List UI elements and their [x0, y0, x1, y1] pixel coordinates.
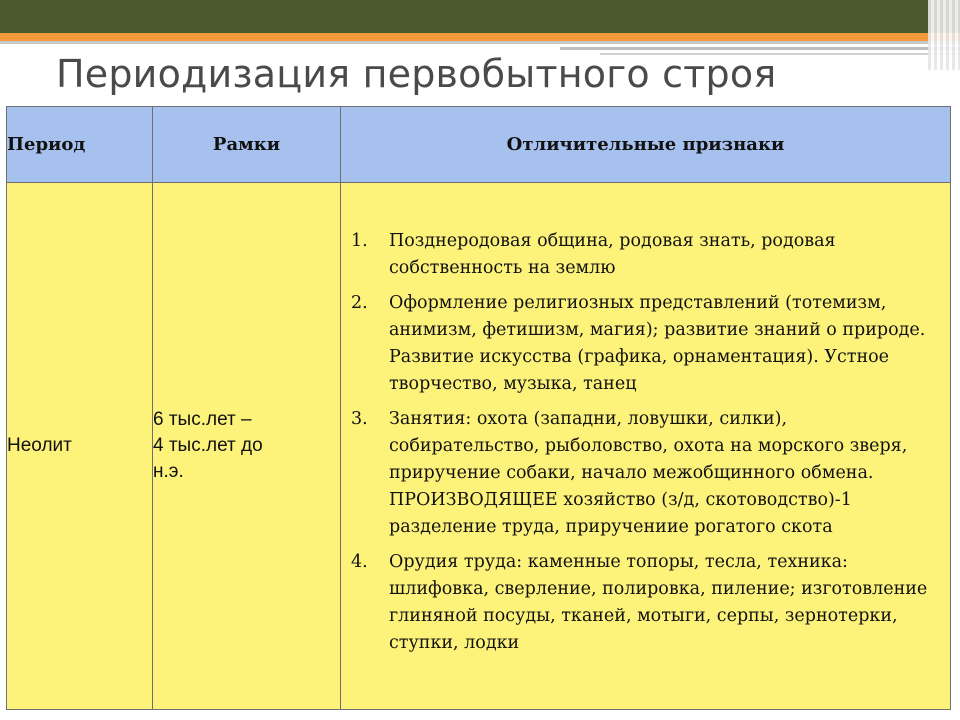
divider-line [560, 47, 960, 50]
corner-decoration [928, 0, 960, 70]
table-header-row [7, 107, 951, 183]
cell-period [7, 183, 153, 710]
list-number: 3. [351, 408, 368, 429]
list-number: 1. [351, 230, 368, 251]
frames-line: н.э. [153, 461, 184, 482]
list-number: 4. [351, 551, 368, 572]
list-text: Оформление религиозных представлений (тотемизм, анимизм, фетишизм, магия); развитие знаний о природе. Развитие искусства (графика, орнаментация). Устное творчество, музыка, танец [389, 292, 926, 394]
frames-line: 6 тыс.лет – [153, 409, 252, 430]
list-item [349, 549, 940, 657]
top-decor-band [0, 0, 960, 33]
frames-line: 4 тыс.лет до [153, 435, 263, 456]
list-text: Орудия труда: каменные топоры, тесла, техника: шлифовка, сверление, полировка, пиление; изготовление глиняной посуды, тканей, мотыги, серпы, зернотерки, ступки, лодки [389, 551, 928, 653]
period-value: Неолит [7, 435, 72, 456]
list-number: 2. [351, 292, 368, 313]
list-item [349, 228, 940, 282]
accent-line [0, 33, 960, 41]
periodization-table [6, 106, 951, 710]
divider-line [0, 41, 960, 44]
list-text: Позднеродовая община, родовая знать, родовая собственность на землю [389, 230, 836, 278]
header-features: Отличительные признаки [341, 107, 951, 183]
list-item [349, 406, 940, 541]
list-item [349, 290, 940, 398]
header-frames: Рамки [153, 107, 341, 183]
cell-features [341, 183, 951, 710]
features-list [341, 228, 950, 657]
list-text: Занятия: охота (западни, ловушки, силки), собирательство, рыболовство, охота на морского зверя, приручение собаки, начало межобщинного обмена. ПРОИЗВОДЯЩЕЕ хозяйство (з/д, скотоводство)-1 разделение труда, приручениие рогатого скота [389, 408, 908, 537]
header-period: Период [7, 107, 153, 183]
slide-title: Периодизация первобытного строя [56, 52, 777, 96]
cell-frames [153, 183, 341, 710]
table-row [7, 183, 951, 710]
